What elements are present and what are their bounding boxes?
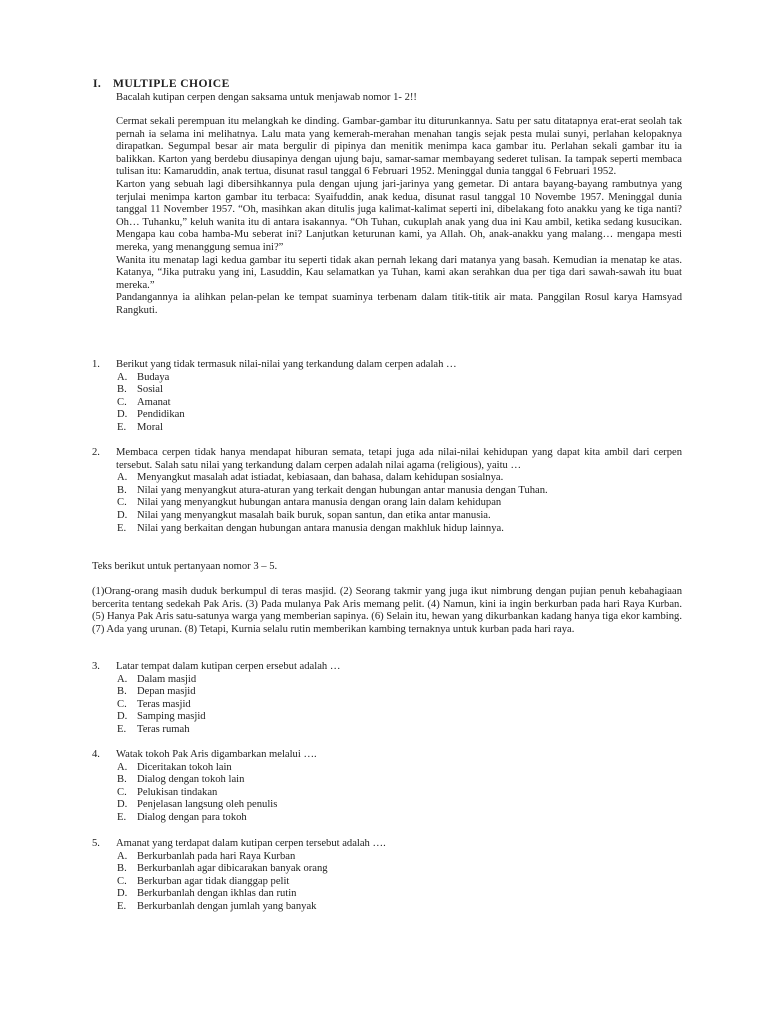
passage-instruction: Teks berikut untuk pertanyaan nomor 3 – 5. xyxy=(92,561,278,572)
option-letter: D. xyxy=(117,888,128,900)
option-text: Berkurbanlah dengan jumlah yang banyak xyxy=(137,900,317,912)
option-letter: C. xyxy=(117,875,127,887)
option-letter: E. xyxy=(117,900,127,912)
option-text: Budaya xyxy=(137,371,170,383)
option-d[interactable] xyxy=(117,711,682,724)
question-text: Berikut yang tidak termasuk nilai-nilai yang terkandung dalam cerpen adalah … xyxy=(116,359,457,370)
option-e[interactable] xyxy=(117,724,682,737)
option-a[interactable] xyxy=(117,674,682,687)
option-letter: C. xyxy=(117,497,127,509)
passage-paragraph: Pandangannya ia alihkan pelan-pelan ke tempat suaminya terbenam dalam titik-titik air mata. Panggilan Rosul karya Hamsyad Rangkuti. xyxy=(116,292,682,316)
question-number: 2. xyxy=(92,447,100,458)
option-text: Dialog dengan tokoh lain xyxy=(137,774,245,786)
section-intro: Bacalah kutipan cerpen dengan saksama untuk menjawab nomor 1- 2!! xyxy=(116,92,417,103)
option-d[interactable] xyxy=(117,409,682,422)
option-text: Nilai yang berkaitan dengan hubungan antara manusia dengan makhluk hidup lainnya. xyxy=(137,522,504,534)
option-text: Berkurbanlah pada hari Raya Kurban xyxy=(137,850,296,862)
option-letter: E. xyxy=(117,522,127,534)
option-letter: D. xyxy=(117,799,128,811)
option-text: Diceritakan tokoh lain xyxy=(137,761,232,773)
option-letter: A. xyxy=(117,673,128,685)
question-text: Membaca cerpen tidak hanya mendapat hiburan semata, tetapi juga ada nilai-nilai kehidupan yang dapat kita ambil dari cerpen tersebut. Salah satu nilai yang terkandung dalam cerpen adalah nilai agama (religious), yaitu … xyxy=(116,447,682,471)
question-number: 4. xyxy=(92,749,100,760)
option-text: Penjelasan langsung oleh penulis xyxy=(137,799,278,811)
option-letter: A. xyxy=(117,472,128,484)
option-text: Berkurban agar tidak dianggap pelit xyxy=(137,875,290,887)
question-4 xyxy=(92,749,682,825)
story-passage-2: (1)Orang-orang masih duduk berkumpul di teras masjid. (2) Seorang takmir yang juga ikut nimbrung dengan pujian penuh kebahagiaan bercerita tentang sedekah Pak Aris. (3) Pada mulanya Pak Aris memang pelit. (4) Namun, kini ia ingin berkurban pada hari Raya Kurban. (5) Hanya Pak Aris satu-satunya warga yang memberian sapinya. (6) Selain itu, hewan yang dikurbankan kadang hanya tiga ekor kambing. (7) Ada yang urunan. (8) Tetapi, Kurnia selalu rutin memberikan kambing ternaknya untuk kurban pada hari raya. xyxy=(92,586,682,635)
option-a[interactable] xyxy=(117,472,682,485)
option-text: Berkurbanlah agar dibicarakan banyak orang xyxy=(137,863,328,875)
passage-paragraph: Karton yang sebuah lagi dibersihkannya pula dengan ujung jari-jarinya yang gemetar. Di antara bayang-bayang rambutnya yang terjulai menimpa karton gambar itu terbaca: Syaifuddin, anak kedua, disunat rasul tanggal 10 Novembe 1957. Meninggal dunia tanggal 11 November 1957. “Oh, masihkan akan ditulis juga kalimat-kalimat seperti ini, dibelakang foto anakku yang ke tiga nanti? Oh… Tuhanku,” keluh wanita itu di antara isakannya. “Oh Tuhan, cukuplah anak yang dua ini Kau ambil, ketika sedang kusucikan. Mengapa kau coba hamba-Mu seberat ini? Lanjutkan keturunan kami, ya Allah. Oh, anak-anakku yang malang… mengapa mesti mereka, yang menanggung semua ini?” xyxy=(116,178,682,253)
option-b[interactable] xyxy=(117,485,682,498)
option-text: Pendidikan xyxy=(137,409,185,421)
option-text: Berkurbanlah dengan ikhlas dan rutin xyxy=(137,888,297,900)
answer-options xyxy=(117,372,682,435)
option-text: Amanat xyxy=(137,396,171,408)
option-letter: A. xyxy=(117,850,128,862)
option-d[interactable] xyxy=(117,510,682,523)
option-c[interactable] xyxy=(117,876,682,889)
section-heading xyxy=(93,78,230,91)
option-letter: D. xyxy=(117,409,128,421)
answer-options xyxy=(117,472,682,535)
option-text: Sosial xyxy=(137,384,163,396)
option-text: Menyangkut masalah adat istiadat, kebiasaan, dan bahasa, dalam kehidupan sosialnya. xyxy=(137,472,504,484)
option-letter: C. xyxy=(117,786,127,798)
question-number: 1. xyxy=(92,359,100,370)
option-letter: E. xyxy=(117,811,127,823)
section-title: MULTIPLE CHOICE xyxy=(113,77,230,90)
answer-options xyxy=(117,674,682,737)
option-letter: B. xyxy=(117,686,127,698)
option-b[interactable] xyxy=(117,774,682,787)
option-letter: B. xyxy=(117,384,127,396)
option-text: Depan masjid xyxy=(137,686,196,698)
option-text: Dialog dengan para tokoh xyxy=(137,811,247,823)
option-letter: C. xyxy=(117,698,127,710)
option-letter: D. xyxy=(117,509,128,521)
option-text: Teras rumah xyxy=(137,723,190,735)
option-c[interactable] xyxy=(117,397,682,410)
option-d[interactable] xyxy=(117,799,682,812)
answer-options xyxy=(117,762,682,825)
option-b[interactable] xyxy=(117,686,682,699)
option-letter: C. xyxy=(117,396,127,408)
option-letter: E. xyxy=(117,421,127,433)
passage-paragraph: Cermat sekali perempuan itu melangkah ke dinding. Gambar-gambar itu diturunkannya. Satu per satu ditatapnya erat-erat seolah tak pernah ia selama ini melihatnya. Lalu mata yang kemerah-merahan menahan tangis sejak pesta mulai sunyi, perlahan kelopaknya dirapatkan. Segumpal besar air mata bergulir di pipinya dan menitik menimpa kaca gambar itu. Perlahan sekali gambar itu ia balikkan. Karton yang berdebu diusapinya dengan ujung baju, samar-samar membayang sederet tulisan. Ia tampak seperti membaca tulisan itu: Kamaruddin, anak tertua, disunat rasul tanggal 6 Februari 1952. Meninggal dunia tanggal 6 Februari 1952. xyxy=(116,116,682,178)
option-b[interactable] xyxy=(117,863,682,876)
option-text: Nilai yang menyangkut masalah baik buruk, sopan santun, dan etika antar manusia. xyxy=(137,509,491,521)
question-number: 5. xyxy=(92,838,100,849)
option-c[interactable] xyxy=(117,787,682,800)
option-letter: E. xyxy=(117,723,127,735)
option-text: Samping masjid xyxy=(137,711,206,723)
option-b[interactable] xyxy=(117,384,682,397)
option-c[interactable] xyxy=(117,497,682,510)
story-passage-1 xyxy=(116,116,682,318)
section-number: I. xyxy=(93,77,102,90)
option-letter: B. xyxy=(117,863,127,875)
passage-paragraph: Wanita itu menatap lagi kedua gambar itu seperti tidak akan pernah lekang dari matanya yang basah. Kemudian ia menatap ke atas. Katanya, “Jika putraku yang ini, Lasuddin, Kau selamatkan ya Tuhan, kami akan serahkan dua per tiga dari sawah-sawah itu buat mereka.” xyxy=(116,254,682,291)
option-letter: B. xyxy=(117,484,127,496)
option-letter: D. xyxy=(117,711,128,723)
option-a[interactable] xyxy=(117,851,682,864)
question-3 xyxy=(92,661,682,737)
option-d[interactable] xyxy=(117,888,682,901)
option-e[interactable] xyxy=(117,812,682,825)
question-text: Amanat yang terdapat dalam kutipan cerpen tersebut adalah …. xyxy=(116,838,386,849)
question-text: Latar tempat dalam kutipan cerpen ersebut adalah … xyxy=(116,661,341,672)
answer-options xyxy=(117,851,682,914)
option-a[interactable] xyxy=(117,372,682,385)
option-letter: B. xyxy=(117,774,127,786)
option-text: Teras masjid xyxy=(137,698,191,710)
option-a[interactable] xyxy=(117,762,682,775)
question-1 xyxy=(92,359,682,435)
question-number: 3. xyxy=(92,661,100,672)
option-e[interactable] xyxy=(117,422,682,435)
option-letter: A. xyxy=(117,371,128,383)
option-text: Pelukisan tindakan xyxy=(137,786,218,798)
option-e[interactable] xyxy=(117,523,682,536)
option-letter: A. xyxy=(117,761,128,773)
option-text: Nilai yang menyangkut atura-aturan yang terkait dengan hubungan antar manusia dengan Tuhan. xyxy=(137,484,548,496)
question-5 xyxy=(92,838,682,914)
question-2 xyxy=(92,447,682,535)
option-text: Moral xyxy=(137,421,163,433)
question-text: Watak tokoh Pak Aris digambarkan melalui …. xyxy=(116,749,317,760)
option-text: Dalam masjid xyxy=(137,673,197,685)
option-text: Nilai yang menyangkut hubungan antara manusia dengan orang lain dalam kehidupan xyxy=(137,497,502,509)
option-c[interactable] xyxy=(117,699,682,712)
option-e[interactable] xyxy=(117,901,682,914)
